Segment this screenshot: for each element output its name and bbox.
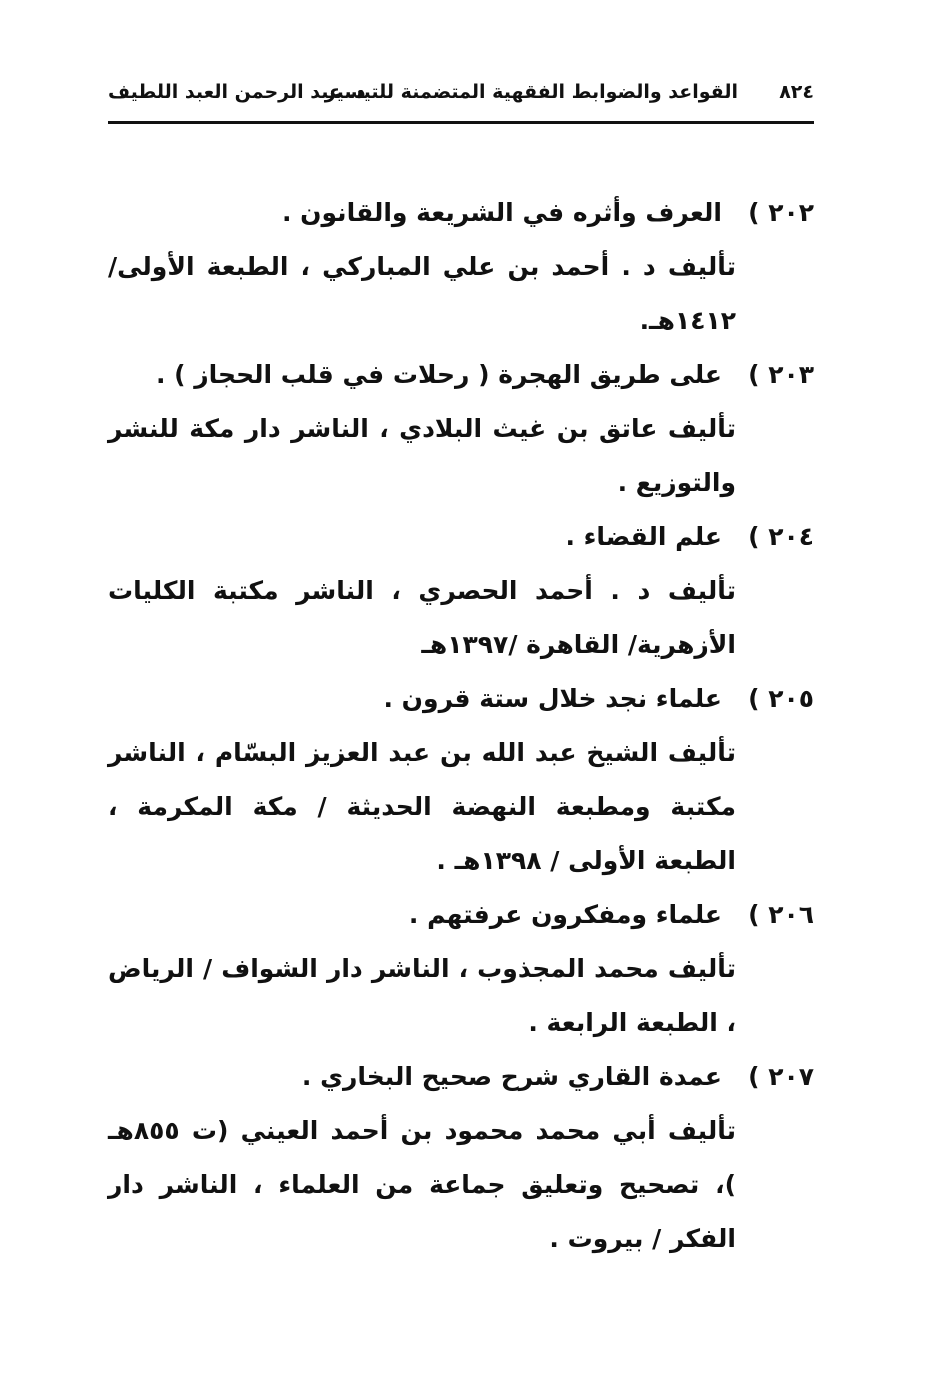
entry-number: ٢٠٥ ) <box>748 684 814 713</box>
entry-number: ٢٠٣ ) <box>748 360 814 389</box>
entry-number: ٢٠٤ ) <box>748 522 814 551</box>
bibliography-list <box>108 186 814 1266</box>
entry-title: علماء ومفكرون عرفتهم . <box>408 900 722 929</box>
header-rule <box>108 121 814 124</box>
entry-title: علم القضاء . <box>565 522 722 551</box>
entry-heading <box>108 1050 814 1104</box>
page-number: ٨٢٤ <box>779 81 814 103</box>
entry-heading <box>108 888 814 942</box>
bibliography-entry <box>108 888 814 1050</box>
entry-details: تأليف عاتق بن غيث البلادي ، الناشر دار مكة للنشر والتوزيع . <box>108 414 736 497</box>
entry-details: تأليف أبي محمد محمود بن أحمد العيني (ت ٨٥٥هـ )، تصحيح وتعليق جماعة من العلماء ، الناشر دار الفكر / بيروت . <box>108 1116 736 1253</box>
author-name: د. عبد الرحمن العبد اللطيف <box>108 81 366 103</box>
entry-number: ٢٠٢ ) <box>748 198 814 227</box>
entry-number: ٢٠٧ ) <box>748 1062 814 1091</box>
entry-title: علماء نجد خلال ستة قرون . <box>383 684 722 713</box>
running-header <box>108 74 814 110</box>
entry-heading <box>108 672 814 726</box>
entry-title: العرف وأثره في الشريعة والقانون . <box>281 198 722 227</box>
entry-title: على طريق الهجرة ( رحلات في قلب الحجاز ) . <box>155 360 722 389</box>
bibliography-entry <box>108 510 814 672</box>
entry-details: تأليف د . أحمد الحصري ، الناشر مكتبة الكليات الأزهرية/ القاهرة /١٣٩٧هـ <box>108 576 736 659</box>
bibliography-entry <box>108 1050 814 1266</box>
book-title: القواعد والضوابط الفقهية المتضمنة للتيسير <box>324 81 738 103</box>
entry-details: تأليف الشيخ عبد الله بن عبد العزيز البسّام ، الناشر مكتبة ومطبعة النهضة الحديثة / مكة المكرمة ، الطبعة الأولى / ١٣٩٨هـ . <box>108 738 736 875</box>
bibliography-entry <box>108 348 814 510</box>
entry-heading <box>108 510 814 564</box>
entry-title: عمدة القاري شرح صحيح البخاري . <box>301 1062 722 1091</box>
entry-details: تأليف محمد المجذوب ، الناشر دار الشواف / الرياض ، الطبعة الرابعة . <box>108 954 736 1037</box>
entry-heading <box>108 186 814 240</box>
bibliography-entry <box>108 186 814 348</box>
entry-details: تأليف د . أحمد بن علي المباركي ، الطبعة الأولى/ ١٤١٢هـ. <box>108 252 736 335</box>
bibliography-entry <box>108 672 814 888</box>
entry-heading <box>108 348 814 402</box>
entry-number: ٢٠٦ ) <box>748 900 814 929</box>
